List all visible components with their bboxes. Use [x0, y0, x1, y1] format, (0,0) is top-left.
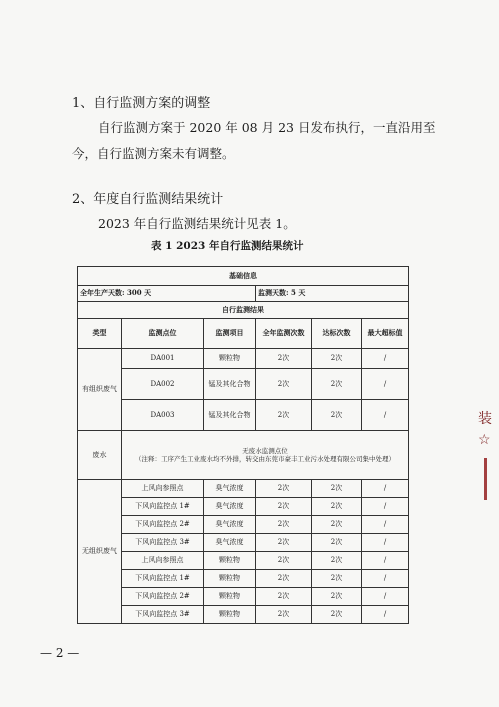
cell-item: 锰及其化合物 — [204, 369, 256, 400]
cell-pass: 2次 — [312, 552, 362, 570]
wastewater-note-line-1: 无废水监测点位 — [242, 446, 288, 455]
table-row — [78, 369, 409, 400]
cell-max: / — [362, 552, 409, 570]
cell-pass: 2次 — [312, 498, 362, 516]
cell-max: / — [362, 349, 409, 369]
cell-pass: 2次 — [312, 349, 362, 369]
star-stamp-mark: ☆ — [478, 432, 491, 448]
cell-item: 颗粒物 — [204, 552, 256, 570]
cell-item: 颗粒物 — [204, 570, 256, 588]
cell-max: / — [362, 534, 409, 552]
header-pass-count: 达标次数 — [312, 319, 362, 349]
cell-count: 2次 — [256, 552, 312, 570]
section-2-paragraph: 2023 年自行监测结果统计见表 1。 — [98, 216, 296, 231]
cell-count: 2次 — [256, 606, 312, 624]
cell-item: 锰及其化合物 — [204, 400, 256, 431]
cell-count: 2次 — [256, 349, 312, 369]
cell-pass: 2次 — [312, 516, 362, 534]
table-row — [78, 480, 409, 498]
table-row — [78, 552, 409, 570]
cell-max: / — [362, 498, 409, 516]
cell-max: / — [362, 516, 409, 534]
production-days-cell: 全年生产天数: 300 天 — [78, 286, 256, 302]
section-2-heading: 2、年度自行监测结果统计 — [72, 192, 224, 207]
cell-count: 2次 — [256, 480, 312, 498]
cell-pass: 2次 — [312, 570, 362, 588]
table-row — [78, 431, 409, 480]
cell-pass: 2次 — [312, 534, 362, 552]
cell-point: 下风向监控点 2# — [122, 588, 204, 606]
cell-pass: 2次 — [312, 400, 362, 431]
results-title: 自行监测结果 — [78, 302, 409, 319]
type-wastewater: 废水 — [78, 431, 122, 480]
table-row — [78, 570, 409, 588]
cell-max: / — [362, 588, 409, 606]
page-number: — 2 — — [40, 646, 80, 660]
cell-max: / — [362, 606, 409, 624]
cell-point: 下风向监控点 3# — [122, 606, 204, 624]
cell-max: / — [362, 570, 409, 588]
cell-point: DA001 — [122, 349, 204, 369]
cell-point: 上风向参照点 — [122, 480, 204, 498]
basic-info-title: 基础信息 — [78, 267, 409, 286]
monitoring-results-table — [77, 266, 409, 624]
cell-count: 2次 — [256, 516, 312, 534]
cell-count: 2次 — [256, 534, 312, 552]
cell-point: 下风向监控点 3# — [122, 534, 204, 552]
header-type: 类型 — [78, 319, 122, 349]
table-row — [78, 498, 409, 516]
cell-item: 臭气浓度 — [204, 498, 256, 516]
binding-mark: 装 — [478, 411, 492, 427]
header-max-exceed: 最大超标值 — [362, 319, 409, 349]
section-1-paragraph-line-1: 自行监测方案于 2020 年 08 月 23 日发布执行，一直沿用至 — [98, 120, 436, 135]
table-row — [78, 349, 409, 369]
cell-max: / — [362, 400, 409, 431]
cell-item: 颗粒物 — [204, 606, 256, 624]
cell-item: 臭气浓度 — [204, 534, 256, 552]
header-annual-count: 全年监测次数 — [256, 319, 312, 349]
cell-item: 颗粒物 — [204, 588, 256, 606]
cell-count: 2次 — [256, 369, 312, 400]
cell-pass: 2次 — [312, 588, 362, 606]
cell-item: 颗粒物 — [204, 349, 256, 369]
cell-pass: 2次 — [312, 369, 362, 400]
table-row — [78, 588, 409, 606]
cell-item: 臭气浓度 — [204, 480, 256, 498]
cell-count: 2次 — [256, 570, 312, 588]
cell-max: / — [362, 480, 409, 498]
cell-pass: 2次 — [312, 480, 362, 498]
type-unorganized: 无组织废气 — [78, 480, 122, 624]
cell-point: DA002 — [122, 369, 204, 400]
table-row — [78, 534, 409, 552]
wastewater-note — [122, 431, 409, 480]
header-point: 监测点位 — [122, 319, 204, 349]
binding-edge-line — [484, 458, 487, 500]
cell-point: 上风向参照点 — [122, 552, 204, 570]
cell-count: 2次 — [256, 588, 312, 606]
table-caption: 表 1 2023 年自行监测结果统计 — [151, 240, 304, 252]
section-1-paragraph-line-2: 今，自行监测方案未有调整。 — [72, 146, 235, 161]
table-row — [78, 516, 409, 534]
cell-item: 臭气浓度 — [204, 516, 256, 534]
table-row — [78, 400, 409, 431]
cell-count: 2次 — [256, 498, 312, 516]
section-1-heading: 1、自行监测方案的调整 — [72, 96, 211, 111]
cell-point: 下风向监控点 1# — [122, 570, 204, 588]
cell-point: 下风向监控点 1# — [122, 498, 204, 516]
type-organized: 有组织废气 — [78, 349, 122, 431]
cell-count: 2次 — [256, 400, 312, 431]
cell-pass: 2次 — [312, 606, 362, 624]
header-item: 监测项目 — [204, 319, 256, 349]
monitoring-days-cell: 监测天数: 5 天 — [256, 286, 409, 302]
cell-point: 下风向监控点 2# — [122, 516, 204, 534]
table-row — [78, 606, 409, 624]
cell-max: / — [362, 369, 409, 400]
wastewater-note-line-2: （注释：工序产生工业废水均不外排，转交由东莞市豪丰工业污水处理有限公司集中处理） — [135, 455, 395, 463]
cell-point: DA003 — [122, 400, 204, 431]
